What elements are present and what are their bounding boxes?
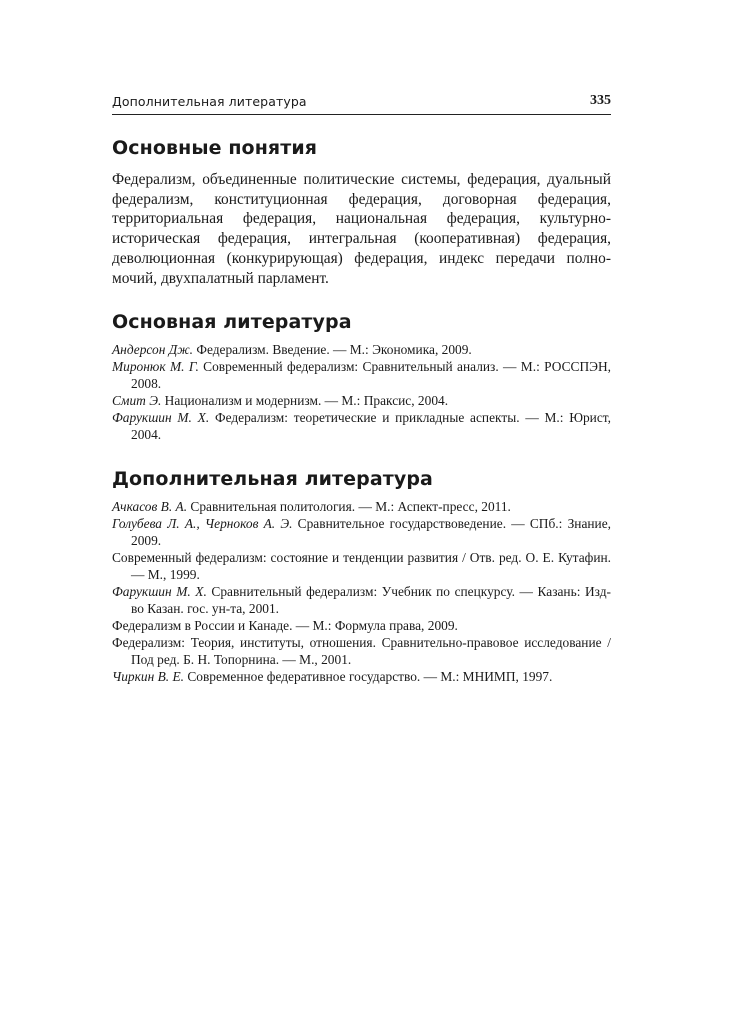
additional-literature-section	[112, 468, 611, 685]
entry-author: Миронюк М. Г.	[112, 359, 199, 375]
page-number: 335	[590, 93, 611, 108]
entry-text: Федерализм: Теория, институты, отношения. Сравнительно-правовое исследование / Под ред. Б. Н. Топорнина. — М., 2001.	[112, 635, 611, 668]
bibliography-entry	[112, 341, 611, 358]
running-head	[112, 92, 611, 115]
bibliography-entry	[112, 358, 611, 392]
entry-text: Сравнительное государствоведение. — СПб.: Знание, 2009.	[131, 516, 612, 549]
bibliography-entry	[112, 549, 611, 583]
bibliography-entry	[112, 498, 611, 515]
entry-author: Андерсон Дж.	[112, 342, 194, 358]
main-literature-heading: Основная литература	[112, 311, 352, 334]
additional-literature-heading: Дополнительная литература	[112, 468, 433, 491]
concepts-paragraph: Федерализм, объединенные политические системы, федерация, дуальный федерализм, конституционная федерация, договорная федерация, территориальная федерация, национальная федерация, культурно-историческая федерация, интегральная (кооперативная) федерация, деволюционная (конкурирующая) федерация, индекс передачи полномочий, двухпалатный парламент.	[112, 171, 611, 287]
main-literature-section	[112, 311, 611, 443]
bibliography-entry	[112, 617, 611, 634]
entry-text: Современный федерализм: Сравнительный анализ. — М.: РОССПЭН, 2008.	[131, 359, 611, 392]
entry-text: Сравнительный федерализм: Учебник по спецкурсу. — Казань: Изд-во Казан. гос. ун-та, 2001.	[131, 584, 611, 617]
running-title: Дополнительная литература	[112, 94, 307, 109]
entry-author: Смит Э.	[112, 393, 162, 409]
entry-text: Сравнительная политология. — М.: Аспект-пресс, 2011.	[187, 499, 511, 515]
entry-author: Ачкасов В. А.	[112, 499, 188, 515]
bibliography-entry	[112, 515, 611, 549]
entry-author: Фарукшин М. Х.	[112, 584, 207, 600]
entry-author: Голубева Л. А., Черноков А. Э.	[112, 516, 293, 532]
additional-literature-list	[112, 498, 611, 685]
entry-author: Фарукшин М. Х.	[112, 410, 210, 426]
concepts-section	[112, 137, 611, 288]
entry-text: Федерализм в России и Канаде. — М.: Формула права, 2009.	[112, 618, 458, 634]
bibliography-entry	[112, 409, 611, 443]
entry-text: Федерализм: теоретические и прикладные аспекты. — М.: Юрист, 2004.	[131, 410, 611, 443]
entry-author: Чиркин В. Е.	[112, 669, 184, 685]
main-literature-list	[112, 341, 611, 443]
entry-text: Современный федерализм: состояние и тенденции развития / Отв. ред. О. Е. Кутафин. — М., 1999.	[112, 550, 611, 583]
bibliography-entry	[112, 392, 611, 409]
concepts-heading: Основные понятия	[112, 137, 318, 159]
entry-text: Федерализм. Введение. — М.: Экономика, 2009.	[193, 342, 472, 358]
entry-text: Современное федеративное государство. — М.: МНИМП, 1997.	[183, 669, 553, 685]
bibliography-entry	[112, 583, 611, 617]
page-content	[112, 128, 611, 685]
entry-text: Национализм и модернизм. — М.: Праксис, 2004.	[161, 393, 449, 409]
bibliography-entry	[112, 668, 611, 685]
bibliography-entry	[112, 634, 611, 668]
